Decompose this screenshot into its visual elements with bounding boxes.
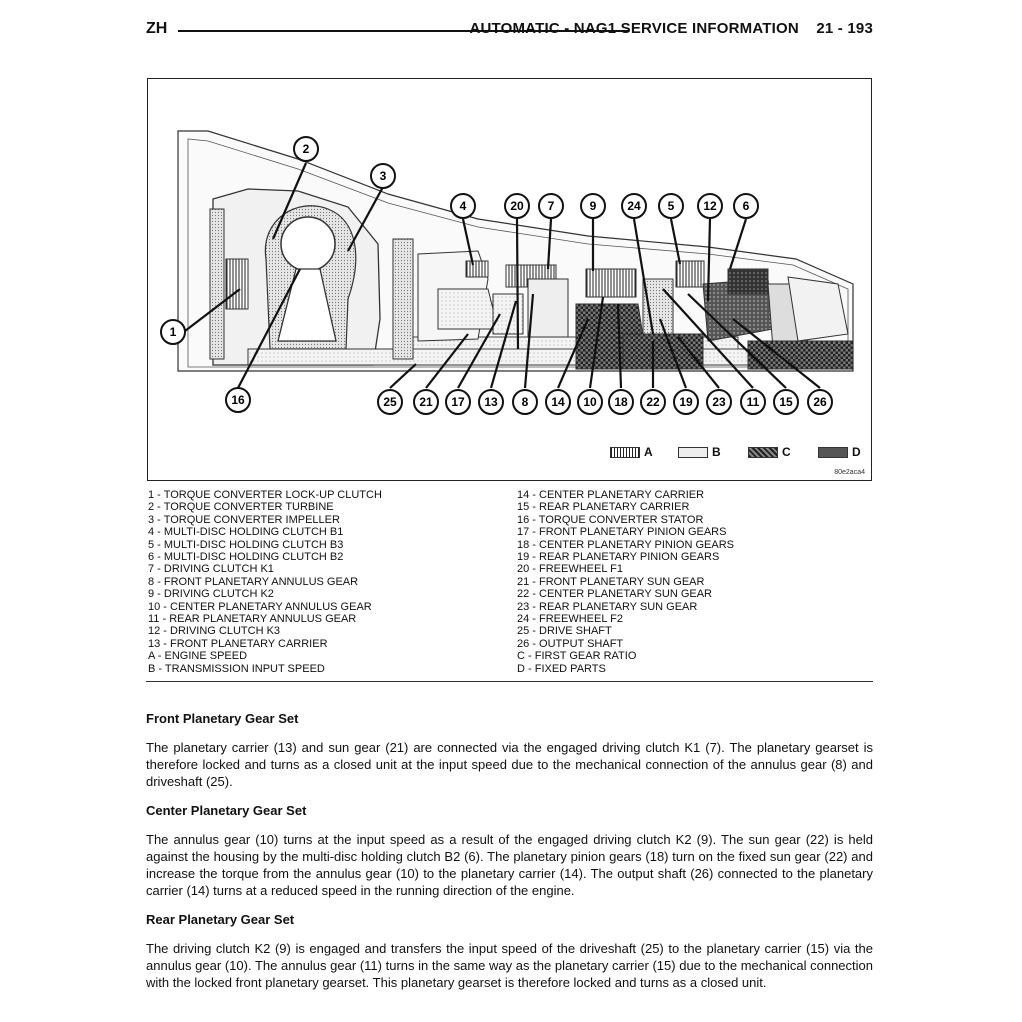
callout-23: 23 xyxy=(712,395,726,409)
callout-3: 3 xyxy=(379,169,387,183)
section-heading-front: Front Planetary Gear Set xyxy=(146,711,299,726)
key-item: 1 - TORQUE CONVERTER LOCK-UP CLUTCH xyxy=(148,489,382,501)
transmission-cutaway-figure xyxy=(147,78,872,481)
key-item: 9 - DRIVING CLUTCH K2 xyxy=(148,588,274,601)
callout-12: 12 xyxy=(703,199,717,213)
key-item: 16 - TORQUE CONVERTER STATOR xyxy=(517,513,704,526)
key-item: 14 - CENTER PLANETARY CARRIER xyxy=(517,489,705,501)
key-item: 8 - FRONT PLANETARY ANNULUS GEAR xyxy=(148,575,359,588)
legend-label-b: B xyxy=(712,445,721,459)
callout-14: 14 xyxy=(551,395,565,409)
section-body-center: The annulus gear (10) turns at the input speed as a result of the engaged driving clutch K2 (9). The sun gear (22) is held against the housing by the multi-disc holding clutch B2 (6). The planetary pinion gears (18) turn on the fixed sun gear (22) and increase the torque from the annulus gear (10) to the planetary carrier (14). The output shaft (26) connected to the planetary carrier (14) turns at a reduced speed in the running direction of the engine. xyxy=(146,832,873,898)
page-header xyxy=(146,20,873,42)
key-item: 10 - CENTER PLANETARY ANNULUS GEAR xyxy=(148,600,372,613)
section-heading-center: Center Planetary Gear Set xyxy=(146,803,307,818)
legend-label-d: D xyxy=(852,445,861,459)
callout-4: 4 xyxy=(459,199,467,213)
callout-18: 18 xyxy=(614,395,628,409)
legend-swatch-c xyxy=(748,447,778,458)
callout-8: 8 xyxy=(521,395,529,409)
key-item: D - FIXED PARTS xyxy=(517,662,606,675)
callout-20: 20 xyxy=(510,199,524,213)
key-item: 6 - MULTI-DISC HOLDING CLUTCH B2 xyxy=(148,551,344,564)
section-body-rear: The driving clutch K2 (9) is engaged and transfers the input speed of the driveshaft (25) to the planetary carrier (15) via the annulus gear (10). The annulus gear (11) turns in the same way as the planetary carrier (15) due to the mechanical connection with the locked front planetary gearset. This planetary gearset is therefore locked and turns as a closed unit. xyxy=(146,941,873,990)
callout-17: 17 xyxy=(451,395,465,409)
callout-11: 11 xyxy=(746,395,760,409)
key-item: 24 - FREEWHEEL F2 xyxy=(517,613,623,626)
legend-c xyxy=(748,445,791,459)
key-item: 19 - REAR PLANETARY PINION GEARS xyxy=(517,551,720,564)
legend-d xyxy=(818,445,861,459)
header-title: AUTOMATIC - NAG1 SERVICE INFORMATION 21 - 193 xyxy=(469,20,873,37)
callout-1: 1 xyxy=(169,325,177,339)
key-item: 7 - DRIVING CLUTCH K1 xyxy=(148,563,274,576)
key-item: 22 - CENTER PLANETARY SUN GEAR xyxy=(517,588,712,601)
key-item: 18 - CENTER PLANETARY PINION GEARS xyxy=(517,538,735,551)
callout-7: 7 xyxy=(547,199,555,213)
section-heading-rear: Rear Planetary Gear Set xyxy=(146,912,295,927)
section-body-front: The planetary carrier (13) and sun gear (21) are connected via the engaged driving clutch K1 (7). The planetary gearset is therefore locked and turns as a closed unit at the input speed due to the mechanical connection of the annulus gear (8) and driveshaft (25). xyxy=(146,740,873,789)
key-item: 4 - MULTI-DISC HOLDING CLUTCH B1 xyxy=(148,526,344,539)
legend-a xyxy=(610,445,653,459)
key-item: C - FIRST GEAR RATIO xyxy=(517,650,637,663)
legend-swatch-d xyxy=(818,447,848,458)
transmission-cutaway-drawing xyxy=(148,79,873,482)
key-item: 17 - FRONT PLANETARY PINION GEARS xyxy=(517,526,727,539)
key-item: B - TRANSMISSION INPUT SPEED xyxy=(148,662,325,675)
key-item: 15 - REAR PLANETARY CARRIER xyxy=(517,501,690,514)
legend-swatch-a xyxy=(610,447,640,458)
callout-25: 25 xyxy=(383,395,397,409)
callout-19: 19 xyxy=(679,395,693,409)
callout-16: 16 xyxy=(231,393,245,407)
key-item: 3 - TORQUE CONVERTER IMPELLER xyxy=(148,513,340,526)
key-item: 21 - FRONT PLANETARY SUN GEAR xyxy=(517,575,705,588)
callout-5: 5 xyxy=(667,199,675,213)
key-item: A - ENGINE SPEED xyxy=(148,650,248,663)
key-item: 11 - REAR PLANETARY ANNULUS GEAR xyxy=(148,613,357,626)
callout-15: 15 xyxy=(779,395,793,409)
key-left-column xyxy=(148,489,382,675)
callout-9: 9 xyxy=(589,199,597,213)
header-section-code: ZH xyxy=(146,20,168,37)
key-item: 23 - REAR PLANETARY SUN GEAR xyxy=(517,600,698,613)
legend-label-c: C xyxy=(782,445,791,459)
key-divider xyxy=(146,681,873,682)
key-item: 26 - OUTPUT SHAFT xyxy=(517,637,624,650)
legend-b xyxy=(678,445,721,459)
figure-id: 80e2aca4 xyxy=(834,469,865,476)
legend-label-a: A xyxy=(644,445,653,459)
callout-6: 6 xyxy=(742,199,750,213)
key-item: 20 - FREEWHEEL F1 xyxy=(517,563,623,576)
callout-2: 2 xyxy=(302,142,310,156)
callout-24: 24 xyxy=(627,199,641,213)
callouts-bottom xyxy=(226,388,832,414)
key-item: 2 - TORQUE CONVERTER TURBINE xyxy=(148,501,334,514)
callout-21: 21 xyxy=(419,395,433,409)
callout-26: 26 xyxy=(813,395,827,409)
key-item: 25 - DRIVE SHAFT xyxy=(517,625,612,638)
key-item: 5 - MULTI-DISC HOLDING CLUTCH B3 xyxy=(148,538,344,551)
callout-22: 22 xyxy=(646,395,660,409)
legend-swatch-b xyxy=(678,447,708,458)
key-right-column xyxy=(517,489,734,675)
callout-10: 10 xyxy=(583,395,597,409)
callout-13: 13 xyxy=(484,395,498,409)
key-item: 12 - DRIVING CLUTCH K3 xyxy=(148,625,281,638)
key-item: 13 - FRONT PLANETARY CARRIER xyxy=(148,637,328,650)
